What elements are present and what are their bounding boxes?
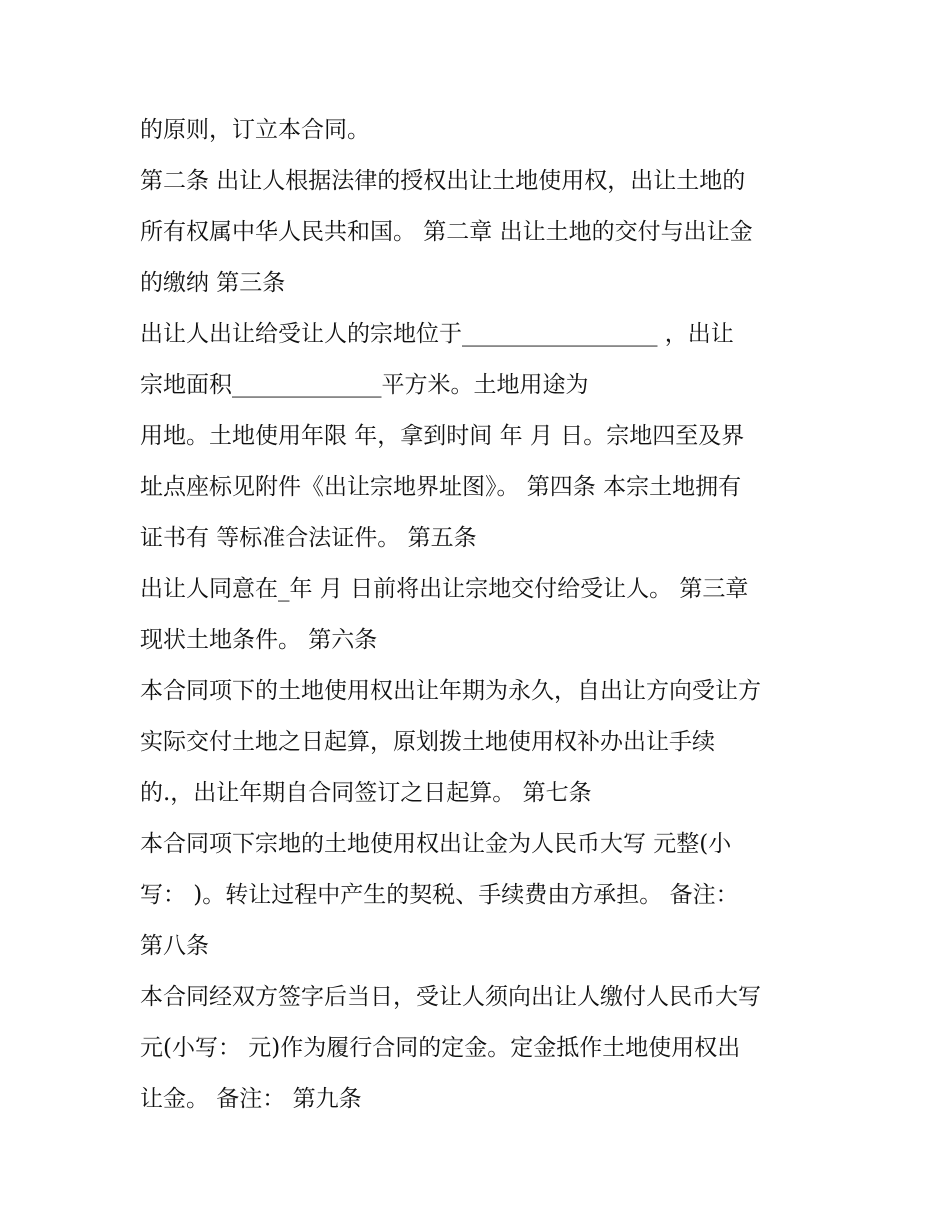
text-line: 证书有 等标准合法证件。 第五条 — [140, 525, 477, 551]
text-line: 写： )。转让过程中产生的契税、手续费由方承担。 备注： — [140, 882, 739, 908]
contract-text — [140, 107, 830, 1127]
text-line: 本合同项下宗地的土地使用权出让金为人民币大写 元整(小 — [140, 831, 732, 857]
text-line: 用地。土地使用年限 年，拿到时间 年 月 日。宗地四至及界 — [140, 423, 745, 449]
text-line: 第八条 — [140, 933, 209, 959]
text-line: 本合同项下的土地使用权出让年期为永久，自出让方向受让方 — [140, 678, 761, 704]
text-line: 实际交付土地之日起算，原划拨土地使用权补办出让手续 — [140, 729, 715, 755]
text-line: 址点座标见附件《出让宗地界址图》。 第四条 本宗土地拥有 — [140, 474, 742, 500]
text-line: 所有权属中华人民共和国。 第二章 出让土地的交付与出让金 — [140, 219, 753, 245]
text-line: 的.，出让年期自合同签订之日起算。 第七条 — [140, 780, 592, 806]
text-line: 的原则，订立本合同。 — [140, 117, 370, 143]
text-line: 本合同经双方签字后当日，受让人须向出让人缴付人民币大写 — [140, 984, 761, 1010]
text-line: 让金。 备注： 第九条 — [140, 1086, 362, 1112]
text-line: 第二条 出让人根据法律的授权出让土地使用权，出让土地的 — [140, 168, 746, 194]
text-line: 出让人同意在_年 月 日前将出让宗地交付给受让人。 第三章 — [140, 576, 749, 602]
text-line: 出让人出让给受让人的宗地位于_________________ ，出让 — [140, 321, 734, 347]
text-line: 宗地面积_____________平方米。土地用途为 — [140, 372, 589, 398]
text-line: 现状土地条件。 第六条 — [140, 627, 378, 653]
text-line: 元(小写： 元)作为履行合同的定金。定金抵作土地使用权出 — [140, 1035, 741, 1061]
text-line: 的缴纳 第三条 — [140, 270, 286, 296]
